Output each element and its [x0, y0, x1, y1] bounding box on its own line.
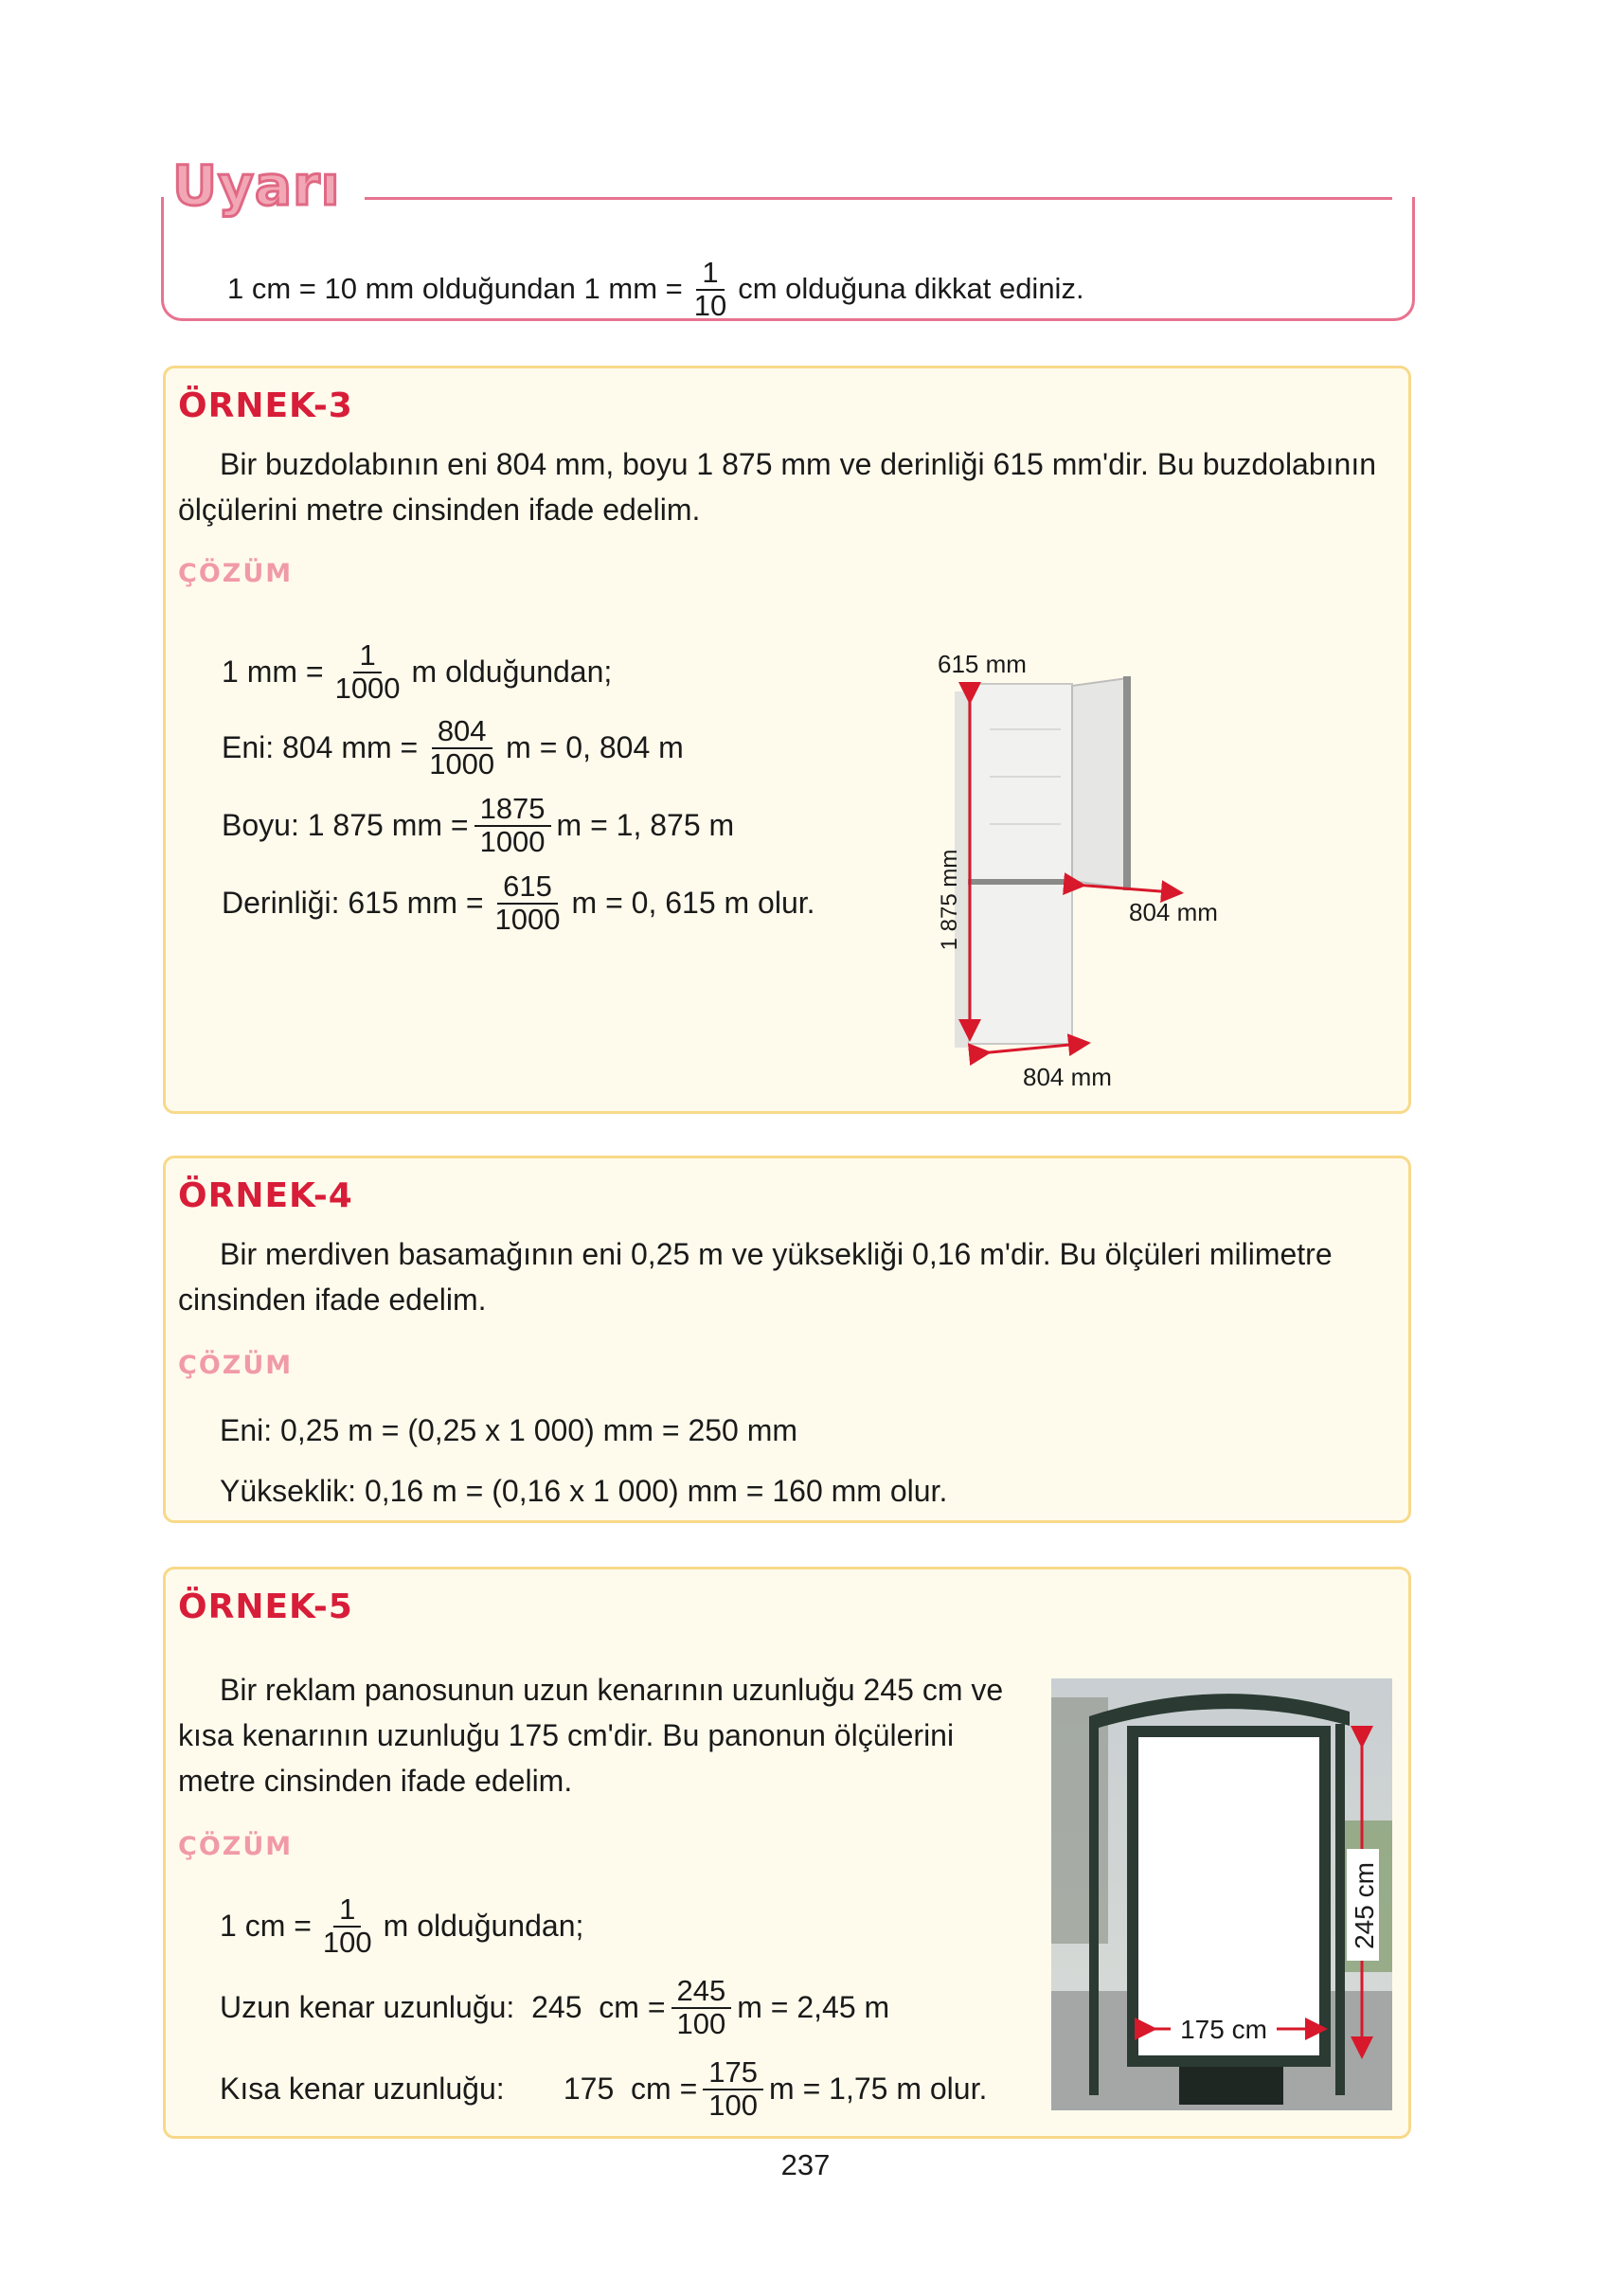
- example5-solution-label: ÇÖZÜM: [178, 1832, 294, 1861]
- fridge-illustration: [900, 644, 1260, 1089]
- line-post: m olduğundan;: [383, 1909, 584, 1944]
- example3-line-1: [222, 640, 612, 704]
- example3-problem-text: Bir buzdolabının eni 804 mm, boyu 1 875 mm ve derinliği 615 mm'dir. Bu buzdolabının ölçülerini metre cinsinden ifade edelim.: [178, 447, 1377, 527]
- page-number: 237: [780, 2148, 831, 2181]
- billboard-panel: [1138, 1737, 1319, 2055]
- depth-label: 615 mm: [938, 650, 1027, 678]
- bottom-width-label: 804 mm: [1023, 1063, 1112, 1089]
- line-post: m = 2,45 m: [737, 1990, 890, 2025]
- fraction: [317, 1894, 378, 1958]
- line-post: m olduğundan;: [411, 655, 613, 690]
- fraction-denominator: 100: [322, 1925, 372, 1959]
- example4-line-1: Eni: 0,25 m = (0,25 x 1 000) mm = 250 mm: [220, 1413, 798, 1447]
- fraction-denominator: 1000: [494, 902, 561, 936]
- fraction: [703, 2057, 763, 2121]
- example5-problem-text: Bir reklam panosunun uzun kenarının uzunluğu 245 cm ve kısa kenarının uzunluğu 175 cm'dir. Bu panonun ölçülerini metre cinsinden ifade edelim.: [178, 1673, 1004, 1798]
- fraction: [671, 1976, 732, 2039]
- example5-line-3: [220, 2057, 987, 2121]
- example3-line-4: [222, 871, 815, 935]
- example4-problem-text: Bir merdiven basamağının eni 0,25 m ve yüksekliği 0,16 m'dir. Bu ölçüleri milimetre cinsinden ifade edelim.: [178, 1237, 1333, 1317]
- example4-title: ÖRNEK-4: [178, 1176, 353, 1215]
- line-post: m = 0, 804 m: [506, 730, 684, 765]
- fraction: [330, 640, 406, 704]
- example5-title: ÖRNEK-5: [178, 1587, 353, 1626]
- fraction-numerator: 1875: [474, 794, 551, 827]
- fraction-numerator: 804: [432, 716, 492, 749]
- line-pre: Uzun kenar uzunluğu: 245 cm =: [220, 1990, 666, 2025]
- fraction-denominator: 1000: [334, 671, 401, 705]
- example5-line-1: [220, 1894, 583, 1958]
- fraction-numerator: 245: [671, 1976, 732, 2009]
- line-pre: Eni: 804 mm =: [222, 730, 419, 765]
- fraction: [423, 716, 500, 780]
- height-label: 245 cm: [1350, 1862, 1379, 1949]
- warning-text-post: cm olduğuna dikkat ediniz.: [738, 272, 1084, 306]
- example4-line-2: Yükseklik: 0,16 m = (0,16 x 1 000) mm = 160 mm olur.: [220, 1474, 948, 1508]
- fraction-denominator: 100: [708, 2088, 759, 2122]
- example4-solution-label: ÇÖZÜM: [178, 1351, 294, 1380]
- billboard-illustration: [1051, 1678, 1392, 2110]
- fraction-denominator: 1000: [429, 746, 495, 780]
- line-pre: 1 mm =: [222, 655, 324, 690]
- line-pre: Derinliği: 615 mm =: [222, 886, 484, 921]
- fridge-body: [955, 684, 1072, 1048]
- fraction-denominator: 100: [676, 2006, 726, 2040]
- line-pre: Boyu: 1 875 mm =: [222, 808, 469, 843]
- fraction-numerator: 1: [353, 640, 381, 673]
- line-post: m = 1,75 m olur.: [769, 2072, 988, 2107]
- example5-line-2: [220, 1976, 889, 2039]
- fraction-numerator: 615: [497, 871, 558, 905]
- fridge-door: [1072, 676, 1131, 890]
- fraction-numerator: 1: [696, 258, 724, 291]
- fraction-denominator: 1000: [479, 824, 546, 858]
- door-width-label: 804 mm: [1129, 898, 1218, 926]
- line-post: m = 0, 615 m olur.: [571, 886, 815, 921]
- warning-fraction: [689, 258, 732, 321]
- example3-line-3: [222, 794, 734, 857]
- example3-solution-label: ÇÖZÜM: [178, 559, 294, 588]
- warning-text-pre: 1 cm = 10 mm olduğundan 1 mm =: [227, 272, 683, 306]
- height-label: 1 875 mm: [937, 849, 962, 951]
- example3-line-2: [222, 716, 684, 780]
- fraction: [474, 794, 551, 857]
- fraction-numerator: 1: [333, 1894, 361, 1928]
- warning-title: Uyarı: [172, 153, 341, 218]
- bottom-width-arrow: [980, 1044, 1080, 1053]
- line-pre: Kısa kenar uzunluğu: 175 cm =: [220, 2072, 698, 2107]
- fraction-denominator: 10: [693, 288, 727, 322]
- fraction: [490, 871, 566, 935]
- example3-title: ÖRNEK-3: [178, 386, 353, 425]
- line-pre: 1 cm =: [220, 1909, 312, 1944]
- line-post: m = 1, 875 m: [556, 808, 735, 843]
- width-label: 175 cm: [1180, 2015, 1267, 2044]
- warning-text: [227, 258, 1084, 321]
- fraction-numerator: 175: [703, 2057, 763, 2090]
